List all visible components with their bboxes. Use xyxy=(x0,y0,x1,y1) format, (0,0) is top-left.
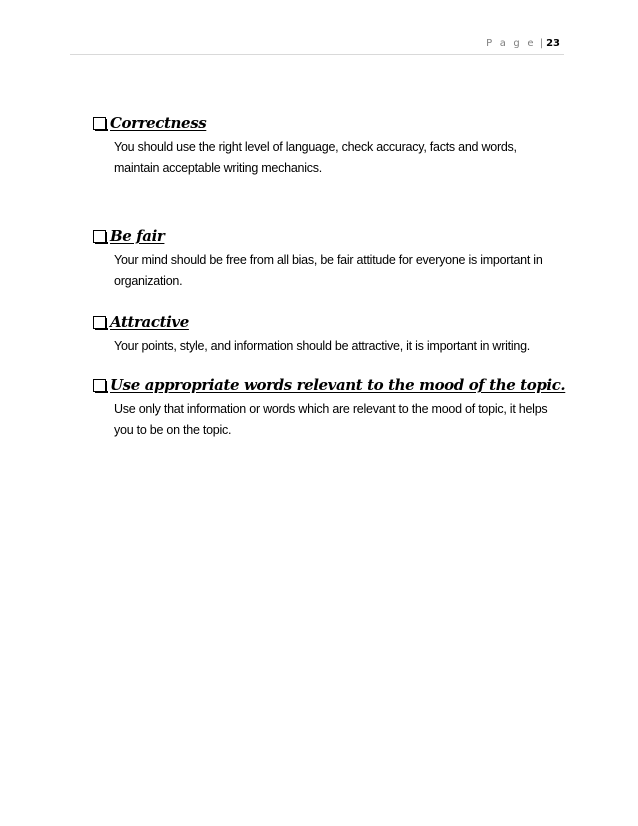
section-text: Your points, style, and information should be attractive, it is important in writing. xyxy=(114,339,531,353)
checkbox-bullet-icon xyxy=(93,230,106,243)
page-header xyxy=(70,38,564,55)
section-text: You should use the right level of language, check accuracy, facts and words, maintain acceptable writing mechanics. xyxy=(114,140,517,175)
section-heading xyxy=(93,311,563,333)
section-title: Correctness xyxy=(110,114,207,132)
section-title: Attractive xyxy=(110,313,189,331)
section-heading xyxy=(93,225,563,247)
checkbox-bullet-icon xyxy=(93,379,106,392)
section-title: Use appropriate words relevant to the mood of the topic. xyxy=(110,376,566,394)
section-heading xyxy=(93,374,566,396)
section-heading xyxy=(93,112,563,134)
checkbox-bullet-icon xyxy=(93,316,106,329)
section-text: Your mind should be free from all bias, be fair attitude for everyone is important in organization. xyxy=(114,253,543,288)
checkbox-bullet-icon xyxy=(93,117,106,130)
section-attractive xyxy=(93,311,563,357)
section-correctness xyxy=(93,112,563,179)
section-be-fair xyxy=(93,225,563,292)
page-number-value: 23 xyxy=(546,38,560,49)
page-number xyxy=(486,38,560,49)
section-text: Use only that information or words which are relevant to the mood of topic, it helps you to be on the topic. xyxy=(114,402,548,437)
section-title: Be fair xyxy=(110,227,165,245)
page-label: P a g e xyxy=(486,38,536,49)
page-separator: | xyxy=(539,38,544,49)
section-appropriate-words xyxy=(93,374,566,441)
